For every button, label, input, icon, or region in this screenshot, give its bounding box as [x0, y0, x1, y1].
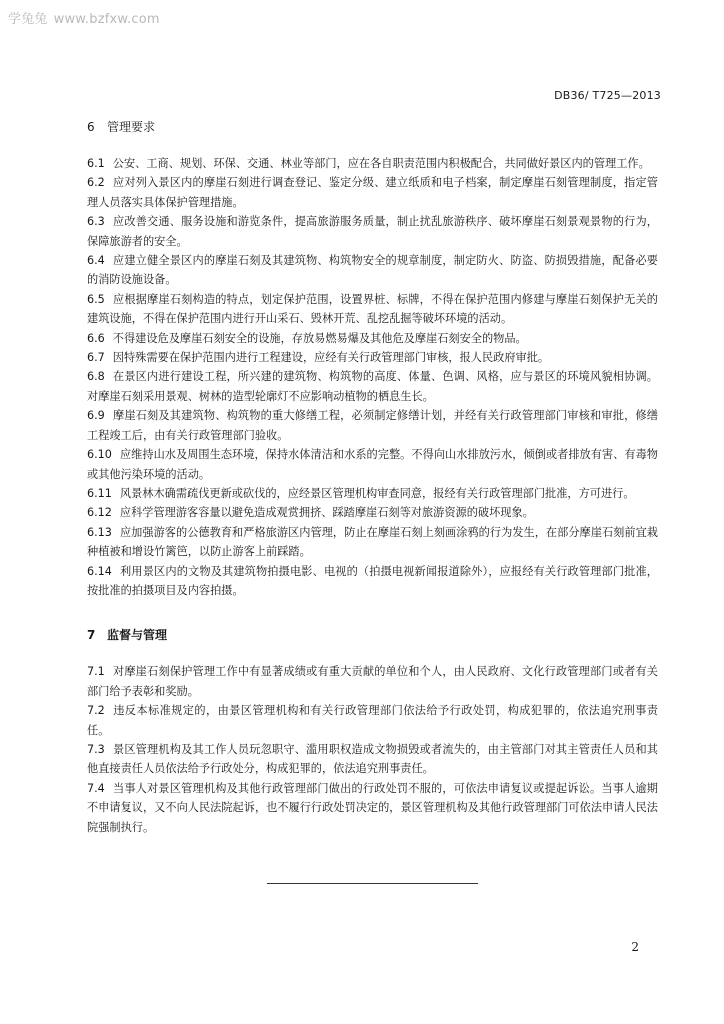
- clause: [87, 367, 658, 406]
- clause-number: 6.3: [87, 215, 105, 229]
- clause: [87, 290, 658, 329]
- clause: [87, 562, 658, 601]
- clause: [87, 662, 658, 701]
- clause-number: 6.10: [87, 448, 112, 462]
- section-6: [87, 118, 658, 600]
- clause: [87, 154, 658, 173]
- clause-text: 违反本标准规定的，由景区管理机构和有关行政管理部门依法给予行政处罚，构成犯罪的，依法追究刑事责任。: [87, 704, 658, 737]
- clause: [87, 212, 658, 251]
- document-code: DB36/ T725—2013: [554, 89, 661, 102]
- section-number: 6: [87, 120, 95, 134]
- clause: [87, 484, 658, 503]
- clause-text: 应加强游客的公德教育和严格旅游区内管理，防止在摩崖石刻上刻画涂鸦的行为发生，在部分摩崖石刻前宜栽种植被和增设竹篱笆，以防止游客上前踩踏。: [87, 525, 658, 559]
- clause-number: 6.7: [87, 351, 105, 365]
- clause: [87, 701, 658, 740]
- clause-number: 6.6: [87, 331, 105, 345]
- clause-text: 当事人对景区管理机构及其他行政管理部门做出的行政处罚不服的，可依法申请复议或提起诉讼。当事人逾期不申请复议，又不向人民法院起诉，也不履行行政处罚决定的，景区管理机构及其他行政管理部门可依法申请人民法院强制执行。: [87, 781, 658, 834]
- clause-text: 应科学管理游客容量以避免造成观赏拥挤、踩踏摩崖石刻等对旅游资源的破坏现象。: [119, 506, 534, 520]
- section-title: 监督与管理: [107, 628, 168, 643]
- clause: [87, 329, 658, 348]
- section-6-heading: [87, 118, 658, 136]
- clause-text: 摩崖石刻及其建筑物、构筑物的重大修缮工程，必须制定修缮计划，并经有关行政管理部门审核和审批，修缮工程竣工后，由有关行政管理部门验收。: [87, 409, 658, 442]
- clause-text: 公安、工商、规划、环保、交通、林业等部门，应在各自职责范围内积极配合，共同做好景区内的管理工作。: [112, 157, 650, 170]
- clause-number: 7.2: [87, 704, 105, 718]
- clause: [87, 523, 658, 562]
- watermark: [8, 8, 160, 27]
- watermark-url: www.bzfxw.com: [53, 12, 160, 27]
- end-of-text-rule: [267, 883, 478, 884]
- clause-text: 不得建设危及摩崖石刻安全的设施，存放易燃易爆及其他危及摩崖石刻安全的物品。: [112, 331, 527, 345]
- clause-number: 6.13: [87, 525, 112, 539]
- clause-text: 应对列入景区内的摩崖石刻进行调查登记、鉴定分级、建立纸质和电子档案，制定摩崖石刻管理制度，指定管理人员落实具体保护管理措施。: [87, 176, 658, 209]
- clause-text: 应维持山水及周围生态环境，保持水体清洁和水系的完整。不得向山水排放污水，倾倒或者排放有害、有毒物或其他污染环境的活动。: [87, 448, 658, 481]
- clause-text: 对摩崖石刻保护管理工作中有显著成绩或有重大贡献的单位和个人，由人民政府、文化行政管理部门或者有关部门给予表彰和奖励。: [87, 665, 658, 698]
- clause-number: 6.12: [87, 506, 112, 520]
- clause-number: 6.11: [87, 486, 112, 500]
- clause: [87, 173, 658, 212]
- clause-text: 因特殊需要在保护范围内进行工程建设，应经有关行政管理部门审核，报人民政府审批。: [112, 351, 550, 365]
- clause-number: 6.1: [87, 157, 105, 170]
- clause-text: 应建立健全景区内的摩崖石刻及其建筑物、构筑物安全的规章制度，制定防火、防盗、防损毁措施，配备必要的消防设施设备。: [87, 254, 658, 287]
- watermark-brand: 学兔兔: [8, 12, 48, 27]
- section-7-heading: [87, 626, 658, 644]
- clause: [87, 348, 658, 367]
- section-title: 管理要求: [107, 120, 156, 134]
- clause: [87, 779, 658, 837]
- clause-number: 6.2: [87, 176, 105, 190]
- clause-number: 6.5: [87, 292, 105, 306]
- page-number: 2: [631, 940, 639, 954]
- clause-number: 7.4: [87, 781, 105, 795]
- clause: [87, 445, 658, 484]
- clause: [87, 251, 658, 290]
- clause: [87, 740, 658, 779]
- clause-text: 应改善交通、服务设施和游览条件，提高旅游服务质量，制止扰乱旅游秩序、破坏摩崖石刻景观景物的行为，保障旅游者的安全。: [87, 215, 658, 248]
- clause-number: 7.1: [87, 665, 105, 679]
- clause-text: 应根据摩崖石刻构造的特点，划定保护范围，设置界桩、标牌，不得在保护范围内修建与摩崖石刻保护无关的建筑设施，不得在保护范围内进行开山采石、毁林开荒、乱挖乱掘等破坏环境的活动。: [87, 292, 658, 326]
- clause-text: 利用景区内的文物及其建筑物拍摄电影、电视的（拍摄电视新闻报道除外），应报经有关行政管理部门批准，按批准的拍摄项目及内容拍摄。: [87, 564, 658, 597]
- clause-number: 6.4: [87, 254, 105, 268]
- section-7: [87, 626, 658, 837]
- clause-number: 6.9: [87, 409, 105, 423]
- clause-number: 6.8: [87, 370, 105, 384]
- clause-text: 景区管理机构及其工作人员玩忽职守、滥用职权造成文物损毁或者流失的，由主管部门对其主管责任人员和其他直接责任人员依法给予行政处分，构成犯罪的，依法追究刑事责任。: [87, 742, 658, 776]
- section-number: 7: [87, 628, 96, 643]
- clause: [87, 503, 658, 522]
- clause-text: 风景林木确需疏伐更新或砍伐的，应经景区管理机构审查同意，报经有关行政管理部门批准，方可进行。: [119, 486, 635, 500]
- document-body: [87, 118, 658, 837]
- clause-text: 在景区内进行建设工程，所兴建的建筑物、构筑物的高度、体量、色调、风格，应与景区的环境风貌相协调。对摩崖石刻采用景观、树林的造型轮廓灯不应影响动植物的栖息生长。: [87, 370, 658, 403]
- clause: [87, 406, 658, 445]
- clause-number: 6.14: [87, 564, 112, 578]
- clause-number: 7.3: [87, 742, 105, 756]
